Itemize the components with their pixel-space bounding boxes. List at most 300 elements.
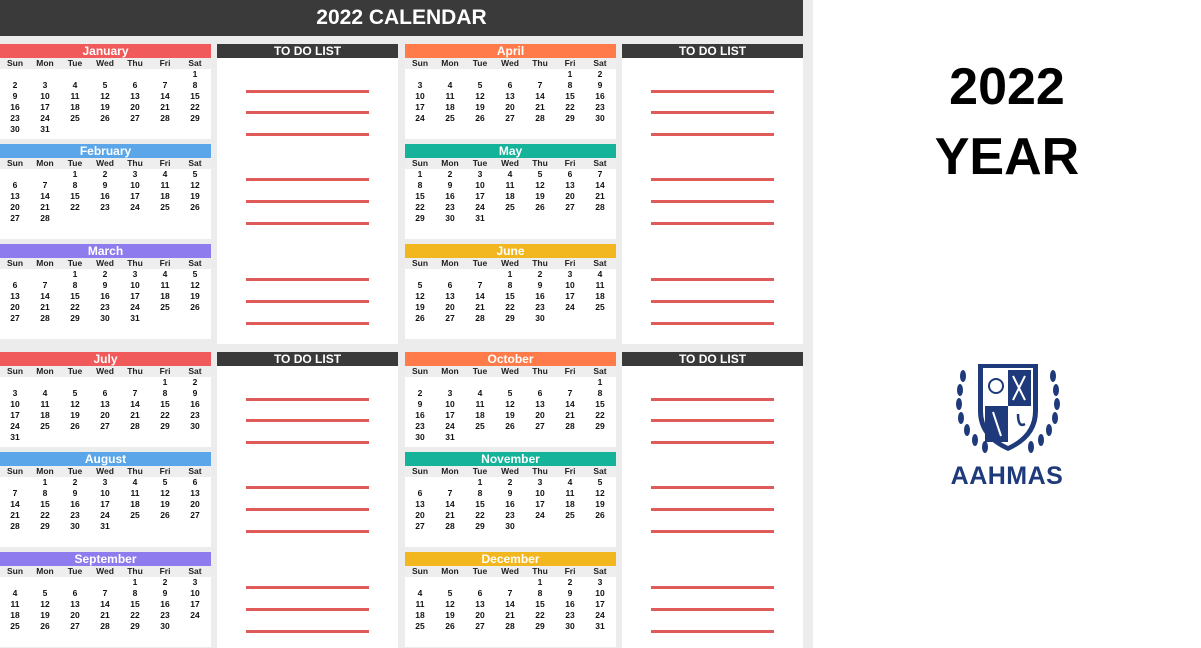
todo-line[interactable] — [651, 278, 774, 281]
day-cell[interactable]: 19 — [40, 610, 50, 620]
day-cell[interactable]: 19 — [445, 610, 455, 620]
day-cell[interactable]: 26 — [190, 202, 200, 212]
day-cell[interactable]: 2 — [72, 477, 78, 487]
todo-line[interactable] — [246, 586, 369, 589]
day-cell[interactable]: 9 — [447, 180, 453, 190]
day-cell[interactable]: 6 — [12, 280, 18, 290]
day-cell[interactable]: 17 — [40, 102, 50, 112]
day-cell[interactable]: 8 — [132, 588, 138, 598]
day-cell[interactable]: 26 — [505, 421, 515, 431]
day-cell[interactable]: 22 — [505, 302, 515, 312]
day-cell[interactable]: 14 — [160, 91, 170, 101]
day-cell[interactable]: 27 — [475, 621, 485, 631]
day-cell[interactable]: 14 — [565, 399, 575, 409]
todo-line[interactable] — [246, 508, 369, 511]
day-cell[interactable]: 1 — [507, 269, 513, 279]
day-cell[interactable]: 26 — [415, 313, 425, 323]
todo-line[interactable] — [246, 486, 369, 489]
day-cell[interactable]: 19 — [190, 291, 200, 301]
day-cell[interactable]: 14 — [505, 599, 515, 609]
todo-line[interactable] — [246, 530, 369, 533]
day-cell[interactable]: 20 — [445, 302, 455, 312]
day-cell[interactable]: 7 — [132, 388, 138, 398]
day-cell[interactable]: 1 — [417, 169, 423, 179]
day-cell[interactable]: 29 — [40, 521, 50, 531]
day-cell[interactable]: 16 — [70, 499, 80, 509]
day-cell[interactable]: 16 — [565, 599, 575, 609]
day-cell[interactable]: 24 — [565, 302, 575, 312]
day-cell[interactable]: 28 — [100, 621, 110, 631]
day-cell[interactable]: 19 — [100, 102, 110, 112]
day-cell[interactable]: 7 — [42, 280, 48, 290]
day-cell[interactable]: 21 — [10, 510, 20, 520]
day-cell[interactable]: 12 — [100, 91, 110, 101]
day-cell[interactable]: 8 — [72, 180, 78, 190]
day-cell[interactable]: 13 — [190, 488, 200, 498]
day-cell[interactable]: 22 — [160, 410, 170, 420]
day-cell[interactable]: 1 — [567, 69, 573, 79]
day-cell[interactable]: 19 — [535, 191, 545, 201]
day-cell[interactable]: 29 — [565, 113, 575, 123]
day-cell[interactable]: 23 — [415, 421, 425, 431]
day-cell[interactable]: 4 — [507, 169, 513, 179]
day-cell[interactable]: 1 — [72, 169, 78, 179]
day-cell[interactable]: 18 — [505, 191, 515, 201]
day-cell[interactable]: 9 — [417, 399, 423, 409]
day-cell[interactable]: 7 — [597, 169, 603, 179]
day-cell[interactable]: 4 — [162, 269, 168, 279]
day-cell[interactable]: 9 — [102, 280, 108, 290]
day-cell[interactable]: 28 — [475, 313, 485, 323]
day-cell[interactable]: 25 — [160, 202, 170, 212]
day-cell[interactable]: 23 — [160, 610, 170, 620]
day-cell[interactable]: 23 — [565, 610, 575, 620]
day-cell[interactable]: 24 — [190, 610, 200, 620]
day-cell[interactable]: 30 — [190, 421, 200, 431]
todo-line[interactable] — [651, 530, 774, 533]
day-cell[interactable]: 6 — [567, 169, 573, 179]
day-cell[interactable]: 17 — [10, 410, 20, 420]
day-cell[interactable]: 19 — [160, 499, 170, 509]
todo-line[interactable] — [651, 178, 774, 181]
day-cell[interactable]: 28 — [40, 213, 50, 223]
todo-line[interactable] — [246, 90, 369, 93]
day-cell[interactable]: 24 — [535, 510, 545, 520]
day-cell[interactable]: 1 — [597, 377, 603, 387]
day-cell[interactable]: 10 — [415, 91, 425, 101]
day-cell[interactable]: 27 — [505, 113, 515, 123]
day-cell[interactable]: 6 — [72, 588, 78, 598]
day-cell[interactable]: 13 — [445, 291, 455, 301]
day-cell[interactable]: 4 — [42, 388, 48, 398]
day-cell[interactable]: 9 — [597, 80, 603, 90]
day-cell[interactable]: 2 — [507, 477, 513, 487]
todo-line[interactable] — [246, 178, 369, 181]
day-cell[interactable]: 22 — [595, 410, 605, 420]
day-cell[interactable]: 31 — [100, 521, 110, 531]
day-cell[interactable]: 22 — [475, 510, 485, 520]
day-cell[interactable]: 11 — [505, 180, 515, 190]
day-cell[interactable]: 18 — [70, 102, 80, 112]
day-cell[interactable]: 14 — [40, 191, 50, 201]
day-cell[interactable]: 8 — [477, 488, 483, 498]
day-cell[interactable]: 25 — [505, 202, 515, 212]
day-cell[interactable]: 30 — [505, 521, 515, 531]
day-cell[interactable]: 2 — [192, 377, 198, 387]
day-cell[interactable]: 1 — [72, 269, 78, 279]
day-cell[interactable]: 17 — [100, 499, 110, 509]
day-cell[interactable]: 25 — [595, 302, 605, 312]
day-cell[interactable]: 30 — [595, 113, 605, 123]
day-cell[interactable]: 26 — [160, 510, 170, 520]
day-cell[interactable]: 22 — [565, 102, 575, 112]
day-cell[interactable]: 15 — [505, 291, 515, 301]
day-cell[interactable]: 31 — [475, 213, 485, 223]
day-cell[interactable]: 10 — [10, 399, 20, 409]
day-cell[interactable]: 28 — [130, 421, 140, 431]
day-cell[interactable]: 15 — [190, 91, 200, 101]
day-cell[interactable]: 13 — [10, 291, 20, 301]
day-cell[interactable]: 26 — [595, 510, 605, 520]
day-cell[interactable]: 25 — [475, 421, 485, 431]
day-cell[interactable]: 2 — [447, 169, 453, 179]
day-cell[interactable]: 31 — [40, 124, 50, 134]
day-cell[interactable]: 18 — [565, 499, 575, 509]
day-cell[interactable]: 16 — [10, 102, 20, 112]
todo-line[interactable] — [651, 322, 774, 325]
day-cell[interactable]: 3 — [102, 477, 108, 487]
day-cell[interactable]: 18 — [595, 291, 605, 301]
day-cell[interactable]: 10 — [475, 180, 485, 190]
day-cell[interactable]: 19 — [505, 410, 515, 420]
todo-line[interactable] — [246, 300, 369, 303]
day-cell[interactable]: 12 — [595, 488, 605, 498]
todo-line[interactable] — [651, 300, 774, 303]
day-cell[interactable]: 3 — [132, 269, 138, 279]
day-cell[interactable]: 14 — [10, 499, 20, 509]
day-cell[interactable]: 28 — [160, 113, 170, 123]
day-cell[interactable]: 21 — [100, 610, 110, 620]
day-cell[interactable]: 30 — [565, 621, 575, 631]
day-cell[interactable]: 26 — [445, 621, 455, 631]
day-cell[interactable]: 19 — [475, 102, 485, 112]
day-cell[interactable]: 26 — [70, 421, 80, 431]
day-cell[interactable]: 24 — [10, 421, 20, 431]
todo-line[interactable] — [246, 222, 369, 225]
day-cell[interactable]: 21 — [40, 302, 50, 312]
todo-line[interactable] — [651, 608, 774, 611]
day-cell[interactable]: 8 — [72, 280, 78, 290]
day-cell[interactable]: 15 — [40, 499, 50, 509]
todo-line[interactable] — [246, 111, 369, 114]
day-cell[interactable]: 18 — [160, 291, 170, 301]
day-cell[interactable]: 10 — [130, 180, 140, 190]
day-cell[interactable]: 2 — [417, 388, 423, 398]
day-cell[interactable]: 3 — [417, 80, 423, 90]
day-cell[interactable]: 12 — [40, 599, 50, 609]
day-cell[interactable]: 11 — [415, 599, 425, 609]
todo-line[interactable] — [651, 508, 774, 511]
day-cell[interactable]: 21 — [565, 410, 575, 420]
day-cell[interactable]: 4 — [72, 80, 78, 90]
day-cell[interactable]: 8 — [162, 388, 168, 398]
day-cell[interactable]: 19 — [415, 302, 425, 312]
day-cell[interactable]: 16 — [535, 291, 545, 301]
day-cell[interactable]: 13 — [10, 191, 20, 201]
day-cell[interactable]: 14 — [130, 399, 140, 409]
day-cell[interactable]: 14 — [100, 599, 110, 609]
day-cell[interactable]: 7 — [42, 180, 48, 190]
day-cell[interactable]: 5 — [192, 269, 198, 279]
day-cell[interactable]: 11 — [475, 399, 485, 409]
day-cell[interactable]: 10 — [40, 91, 50, 101]
day-cell[interactable]: 24 — [100, 510, 110, 520]
day-cell[interactable]: 23 — [595, 102, 605, 112]
day-cell[interactable]: 4 — [597, 269, 603, 279]
day-cell[interactable]: 7 — [507, 588, 513, 598]
todo-line[interactable] — [651, 200, 774, 203]
day-cell[interactable]: 20 — [10, 302, 20, 312]
day-cell[interactable]: 30 — [535, 313, 545, 323]
day-cell[interactable]: 11 — [40, 399, 50, 409]
day-cell[interactable]: 26 — [475, 113, 485, 123]
day-cell[interactable]: 24 — [40, 113, 50, 123]
day-cell[interactable]: 27 — [565, 202, 575, 212]
day-cell[interactable]: 18 — [40, 410, 50, 420]
todo-line[interactable] — [246, 419, 369, 422]
day-cell[interactable]: 3 — [567, 269, 573, 279]
day-cell[interactable]: 23 — [505, 510, 515, 520]
day-cell[interactable]: 9 — [162, 588, 168, 598]
day-cell[interactable]: 23 — [535, 302, 545, 312]
day-cell[interactable]: 8 — [567, 80, 573, 90]
day-cell[interactable]: 11 — [160, 280, 170, 290]
day-cell[interactable]: 11 — [595, 280, 605, 290]
day-cell[interactable]: 10 — [100, 488, 110, 498]
day-cell[interactable]: 29 — [475, 521, 485, 531]
day-cell[interactable]: 8 — [507, 280, 513, 290]
day-cell[interactable]: 13 — [505, 91, 515, 101]
day-cell[interactable]: 8 — [537, 588, 543, 598]
day-cell[interactable]: 23 — [70, 510, 80, 520]
day-cell[interactable]: 27 — [445, 313, 455, 323]
day-cell[interactable]: 11 — [10, 599, 20, 609]
day-cell[interactable]: 5 — [447, 588, 453, 598]
day-cell[interactable]: 22 — [415, 202, 425, 212]
day-cell[interactable]: 26 — [100, 113, 110, 123]
day-cell[interactable]: 18 — [10, 610, 20, 620]
day-cell[interactable]: 16 — [100, 191, 110, 201]
day-cell[interactable]: 28 — [10, 521, 20, 531]
day-cell[interactable]: 9 — [537, 280, 543, 290]
day-cell[interactable]: 7 — [162, 80, 168, 90]
day-cell[interactable]: 20 — [415, 510, 425, 520]
day-cell[interactable]: 28 — [40, 313, 50, 323]
day-cell[interactable]: 29 — [130, 621, 140, 631]
todo-line[interactable] — [651, 586, 774, 589]
day-cell[interactable]: 15 — [595, 399, 605, 409]
day-cell[interactable]: 10 — [595, 588, 605, 598]
day-cell[interactable]: 30 — [70, 521, 80, 531]
day-cell[interactable]: 21 — [595, 191, 605, 201]
day-cell[interactable]: 7 — [567, 388, 573, 398]
day-cell[interactable]: 17 — [535, 499, 545, 509]
day-cell[interactable]: 5 — [42, 588, 48, 598]
day-cell[interactable]: 20 — [565, 191, 575, 201]
day-cell[interactable]: 29 — [505, 313, 515, 323]
day-cell[interactable]: 5 — [597, 477, 603, 487]
day-cell[interactable]: 6 — [477, 588, 483, 598]
day-cell[interactable]: 23 — [100, 302, 110, 312]
day-cell[interactable]: 20 — [475, 610, 485, 620]
day-cell[interactable]: 15 — [565, 91, 575, 101]
day-cell[interactable]: 15 — [415, 191, 425, 201]
day-cell[interactable]: 24 — [475, 202, 485, 212]
day-cell[interactable]: 20 — [535, 410, 545, 420]
day-cell[interactable]: 4 — [132, 477, 138, 487]
day-cell[interactable]: 2 — [597, 69, 603, 79]
day-cell[interactable]: 3 — [192, 577, 198, 587]
day-cell[interactable]: 4 — [417, 588, 423, 598]
day-cell[interactable]: 25 — [160, 302, 170, 312]
day-cell[interactable]: 1 — [132, 577, 138, 587]
day-cell[interactable]: 28 — [505, 621, 515, 631]
day-cell[interactable]: 14 — [475, 291, 485, 301]
todo-line[interactable] — [651, 419, 774, 422]
day-cell[interactable]: 12 — [475, 91, 485, 101]
day-cell[interactable]: 10 — [535, 488, 545, 498]
day-cell[interactable]: 8 — [417, 180, 423, 190]
day-cell[interactable]: 10 — [190, 588, 200, 598]
day-cell[interactable]: 9 — [12, 91, 18, 101]
day-cell[interactable]: 27 — [190, 510, 200, 520]
day-cell[interactable]: 27 — [535, 421, 545, 431]
day-cell[interactable]: 12 — [505, 399, 515, 409]
todo-line[interactable] — [651, 441, 774, 444]
day-cell[interactable]: 26 — [40, 621, 50, 631]
day-cell[interactable]: 6 — [12, 180, 18, 190]
todo-line[interactable] — [246, 630, 369, 633]
day-cell[interactable]: 15 — [70, 191, 80, 201]
day-cell[interactable]: 6 — [507, 80, 513, 90]
day-cell[interactable]: 17 — [130, 291, 140, 301]
day-cell[interactable]: 28 — [535, 113, 545, 123]
day-cell[interactable]: 15 — [70, 291, 80, 301]
day-cell[interactable]: 23 — [190, 410, 200, 420]
todo-line[interactable] — [246, 133, 369, 136]
day-cell[interactable]: 29 — [70, 313, 80, 323]
day-cell[interactable]: 15 — [535, 599, 545, 609]
day-cell[interactable]: 28 — [445, 521, 455, 531]
day-cell[interactable]: 31 — [10, 432, 20, 442]
day-cell[interactable]: 22 — [190, 102, 200, 112]
todo-line[interactable] — [651, 90, 774, 93]
day-cell[interactable]: 3 — [12, 388, 18, 398]
day-cell[interactable]: 2 — [162, 577, 168, 587]
day-cell[interactable]: 8 — [597, 388, 603, 398]
day-cell[interactable]: 12 — [190, 280, 200, 290]
day-cell[interactable]: 29 — [160, 421, 170, 431]
day-cell[interactable]: 3 — [42, 80, 48, 90]
day-cell[interactable]: 27 — [415, 521, 425, 531]
day-cell[interactable]: 20 — [70, 610, 80, 620]
day-cell[interactable]: 8 — [192, 80, 198, 90]
day-cell[interactable]: 25 — [415, 621, 425, 631]
day-cell[interactable]: 30 — [445, 213, 455, 223]
day-cell[interactable]: 25 — [130, 510, 140, 520]
day-cell[interactable]: 4 — [162, 169, 168, 179]
day-cell[interactable]: 31 — [130, 313, 140, 323]
day-cell[interactable]: 22 — [70, 302, 80, 312]
day-cell[interactable]: 6 — [537, 388, 543, 398]
day-cell[interactable]: 2 — [102, 169, 108, 179]
day-cell[interactable]: 15 — [130, 599, 140, 609]
day-cell[interactable]: 6 — [417, 488, 423, 498]
day-cell[interactable]: 1 — [477, 477, 483, 487]
day-cell[interactable]: 16 — [415, 410, 425, 420]
day-cell[interactable]: 24 — [415, 113, 425, 123]
day-cell[interactable]: 5 — [162, 477, 168, 487]
day-cell[interactable]: 5 — [102, 80, 108, 90]
day-cell[interactable]: 28 — [595, 202, 605, 212]
todo-line[interactable] — [246, 608, 369, 611]
day-cell[interactable]: 7 — [102, 588, 108, 598]
day-cell[interactable]: 18 — [415, 610, 425, 620]
todo-line[interactable] — [246, 441, 369, 444]
day-cell[interactable]: 17 — [130, 191, 140, 201]
day-cell[interactable]: 27 — [70, 621, 80, 631]
day-cell[interactable]: 16 — [100, 291, 110, 301]
day-cell[interactable]: 21 — [160, 102, 170, 112]
day-cell[interactable]: 25 — [10, 621, 20, 631]
day-cell[interactable]: 9 — [567, 588, 573, 598]
day-cell[interactable]: 12 — [415, 291, 425, 301]
day-cell[interactable]: 2 — [12, 80, 18, 90]
day-cell[interactable]: 5 — [417, 280, 423, 290]
day-cell[interactable]: 3 — [447, 388, 453, 398]
day-cell[interactable]: 11 — [445, 91, 455, 101]
day-cell[interactable]: 31 — [445, 432, 455, 442]
day-cell[interactable]: 13 — [565, 180, 575, 190]
day-cell[interactable]: 21 — [475, 302, 485, 312]
todo-line[interactable] — [246, 278, 369, 281]
day-cell[interactable]: 25 — [40, 421, 50, 431]
day-cell[interactable]: 5 — [537, 169, 543, 179]
todo-line[interactable] — [651, 133, 774, 136]
day-cell[interactable]: 3 — [597, 577, 603, 587]
day-cell[interactable]: 5 — [477, 80, 483, 90]
day-cell[interactable]: 16 — [595, 91, 605, 101]
day-cell[interactable]: 30 — [10, 124, 20, 134]
day-cell[interactable]: 20 — [190, 499, 200, 509]
day-cell[interactable]: 22 — [130, 610, 140, 620]
day-cell[interactable]: 25 — [70, 113, 80, 123]
day-cell[interactable]: 11 — [565, 488, 575, 498]
day-cell[interactable]: 24 — [130, 302, 140, 312]
day-cell[interactable]: 7 — [12, 488, 18, 498]
day-cell[interactable]: 10 — [565, 280, 575, 290]
day-cell[interactable]: 3 — [132, 169, 138, 179]
day-cell[interactable]: 21 — [40, 202, 50, 212]
day-cell[interactable]: 5 — [507, 388, 513, 398]
day-cell[interactable]: 29 — [415, 213, 425, 223]
day-cell[interactable]: 16 — [160, 599, 170, 609]
day-cell[interactable]: 29 — [595, 421, 605, 431]
day-cell[interactable]: 30 — [160, 621, 170, 631]
day-cell[interactable]: 15 — [475, 499, 485, 509]
day-cell[interactable]: 1 — [42, 477, 48, 487]
day-cell[interactable]: 6 — [192, 477, 198, 487]
